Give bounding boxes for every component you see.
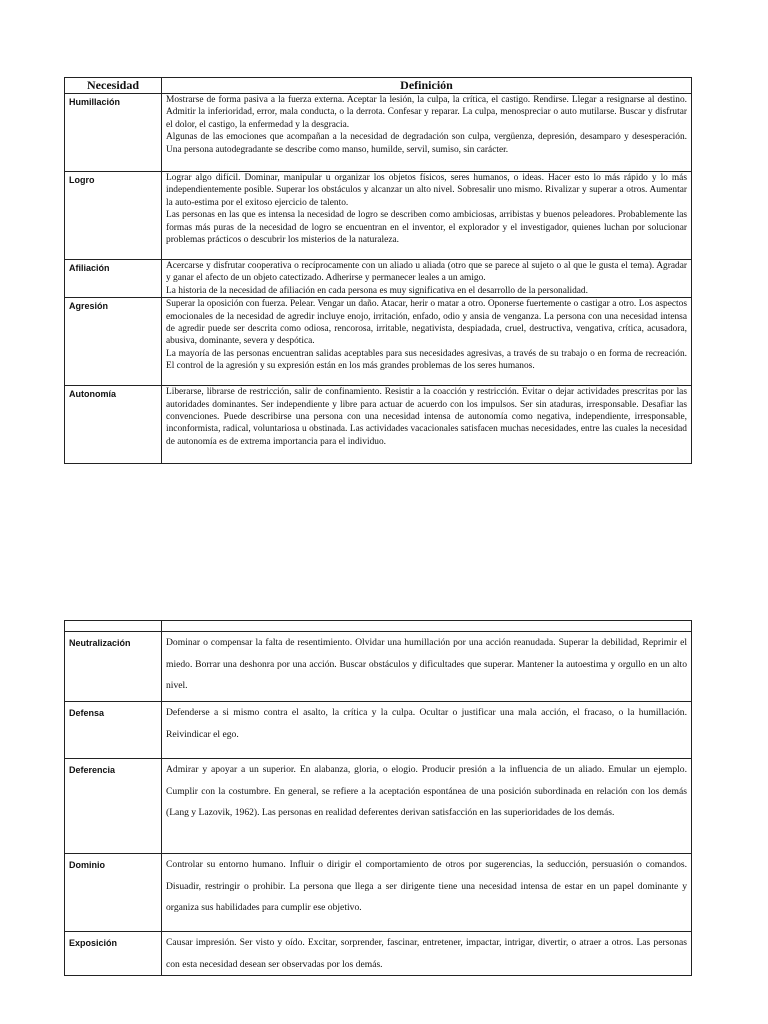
definition-paragraph: Las personas en las que es intensa la necesidad de logro se describen como ambiciosas, arribistas y buenos peleadores. Probablemente las formas más puras de la necesidad de logro se encuentran en el inventor, el explorador y el investigador, quienes luchan por solucionar problemas prácticos o descubrir los misterios de la naturaleza.	[166, 210, 687, 246]
definition-cell	[162, 386, 692, 464]
definition-paragraph: Mostrarse de forma pasiva a la fuerza externa. Aceptar la lesión, la culpa, la crítica, el castigo. Rendirse. Llegar a resignarse al destino. Admitir la inferioridad, error, mala conducta, o la derrota. Confesar y reparar. La culpa, menospreciar o auto mutilarse. Buscar y disfrutar el dolor, el castigo, la enfermedad y la desgracia.	[166, 95, 687, 130]
empty-header-cell	[162, 621, 692, 632]
definition-paragraph: Lograr algo difícil. Dominar, manipular u organizar los objetos físicos, seres humanos, o ideas. Hacer esto lo más rápido y lo más independientemente posible. Superar los obstáculos y alcanzar un alto nivel. Sobresalir uno mismo. Rivalizar y superar a otros. Aumentar la auto-estima por el exitoso ejercicio de talento.	[166, 173, 687, 208]
definition-cell	[162, 298, 692, 386]
table-row	[65, 298, 692, 386]
term-cell: Afiliación	[65, 260, 162, 298]
empty-header-cell	[65, 621, 162, 632]
definition-paragraph: Algunas de las emociones que acompañan a la necesidad de degradación son culpa, vergüenza, depresión, desamparo y desesperación. Una persona autodegradante se describe como manso, humilde, servil, sumiso, sin carácter.	[166, 132, 687, 155]
header-necesidad: Necesidad	[65, 78, 162, 94]
term-cell: Exposición	[65, 932, 162, 976]
table-row	[65, 94, 692, 172]
definition-paragraph: Acercarse y disfrutar cooperativa o recíprocamente con un aliado u aliada (otro que se parece al sujeto o al que le gusta el tema). Agradar y ganar el afecto de un objeto catectizado. Adherirse y permanecer leales a un amigo.	[166, 261, 687, 284]
definition-paragraph: La mayoría de las personas encuentran salidas aceptables para sus necesidades agresivas, a través de su trabajo o en forma de recreación. El control de la agresión y su expresión están en los más grandes problemas de los seres humanos.	[166, 348, 687, 372]
term-cell: Neutralización	[65, 632, 162, 702]
table-row	[65, 759, 692, 854]
empty-header-row	[65, 621, 692, 632]
table-row	[65, 932, 692, 976]
table-row	[65, 260, 692, 298]
term-cell: Dominio	[65, 854, 162, 932]
definition-cell: Controlar su entorno humano. Influir o dirigir el comportamiento de otros por sugerencias, la seducción, persuasión o comandos. Disuadir, restringir o prohibir. La persona que llega a ser dirigente tiene una necesidad intensa de estar en un papel dominante y organiza sus habilidades para cumplir ese objetivo.	[162, 854, 692, 932]
definition-cell: Causar impresión. Ser visto y oído. Excitar, sorprender, fascinar, entretener, impactar, intrigar, divertir, o atraer a otros. Las personas con esta necesidad desean ser observadas por los demás.	[162, 932, 692, 976]
definition-cell	[162, 260, 692, 298]
table-row	[65, 386, 692, 464]
definition-paragraph: Superar la oposición con fuerza. Pelear. Vengar un daño. Atacar, herir o matar a otro. Oponerse fuertemente o castigar a otro. Los aspectos emocionales de la necesidad de agredir incluye enojo, irritación, enfado, odio y ansia de venganza. La persona con una necesidad intensa de agredir puede ser descrita como odiosa, rencorosa, irritable, negativista, despiadada, cruel, destructiva, vengativa, crítica, acusadora, abusiva, dominante, severa y despótica.	[166, 299, 687, 347]
definition-paragraph: Liberarse, librarse de restricción, salir de confinamiento. Resistir a la coacción y restricción. Evitar o dejar actividades prescritas por las autoridades dominantes. Ser independiente y libre para actuar de acuerdo con los impulsos. Ser sin ataduras, irresponsable. Desafiar las convenciones. Puede describirse una persona con una necesidad intensa de autonomía como negativa, independiente, irresponsable, inconformista, radical, voluntariosa u obstinada. Las actividades vacacionales satisfacen muchas necesidades, entre las cuales la necesidad de autonomía es de extrema importancia para el individuo.	[166, 387, 687, 447]
term-cell: Autonomía	[65, 386, 162, 464]
definition-paragraph: La historia de la necesidad de afiliación en cada persona es muy significativa en el desarrollo de la personalidad.	[166, 285, 588, 296]
definition-cell	[162, 94, 692, 172]
table-row	[65, 632, 692, 702]
table-row	[65, 172, 692, 260]
term-cell: Logro	[65, 172, 162, 260]
term-cell: Deferencia	[65, 759, 162, 854]
table-row	[65, 854, 692, 932]
needs-table-1	[64, 77, 692, 464]
term-cell: Agresión	[65, 298, 162, 386]
needs-table-2	[64, 620, 692, 976]
definition-cell	[162, 172, 692, 260]
term-cell: Humillación	[65, 94, 162, 172]
definition-cell: Admirar y apoyar a un superior. En alabanza, gloria, o elogio. Producir presión a la influencia de un aliado. Emular un ejemplo. Cumplir con la costumbre. En general, se refiere a la aceptación espontánea de una posición subordinada en relación con los demás (Lang y Lazovik, 1962). Las personas en realidad deferentes derivan satisfacción en las superioridades de los demás.	[162, 759, 692, 854]
header-definicion: Definición	[162, 78, 692, 94]
table-header-row	[65, 78, 692, 94]
definition-cell: Dominar o compensar la falta de resentimiento. Olvidar una humillación por una acción reanudada. Superar la debilidad, Reprimir el miedo. Borrar una deshonra por una acción. Buscar obstáculos y dificultades que superar. Mantener la autoestima y orgullo en un alto nivel.	[162, 632, 692, 702]
table-row	[65, 702, 692, 759]
term-cell: Defensa	[65, 702, 162, 759]
definition-cell: Defenderse a si mismo contra el asalto, la crítica y la culpa. Ocultar o justificar una mala acción, el fracaso, o la humillación. Reivindicar el ego.	[162, 702, 692, 759]
